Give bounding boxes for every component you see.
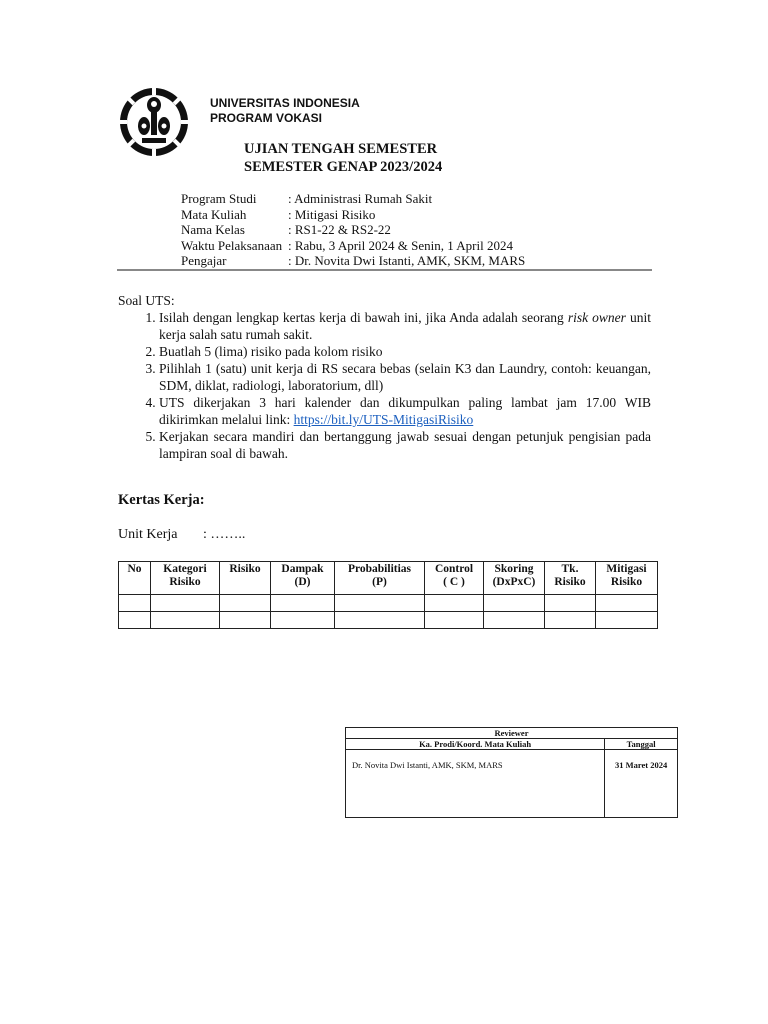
- reviewer-date-header: Tanggal: [605, 739, 678, 750]
- question-text: Isilah dengan lengkap kertas kerja di bawah ini, jika Anda adalah seorang: [159, 310, 568, 325]
- table-cell: [335, 612, 425, 629]
- column-header: Dampak (D): [271, 562, 335, 595]
- header-divider: [117, 269, 652, 271]
- table-cell: [335, 595, 425, 612]
- university-name: UNIVERSITAS INDONESIA: [210, 96, 360, 110]
- column-header: Probabilitias (P): [335, 562, 425, 595]
- reviewer-name: Dr. Novita Dwi Istanti, AMK, SKM, MARS: [346, 750, 605, 818]
- table-cell: [425, 612, 484, 629]
- info-value: : Rabu, 3 April 2024 & Senin, 1 April 2024: [288, 237, 513, 253]
- table-cell: [220, 612, 271, 629]
- question-text: UTS dikerjakan 3 hari kalender dan dikumpulkan paling lambat jam 17.00 WIB dikirimkan melalui link:: [159, 395, 651, 427]
- reviewer-role-header: Ka. Prodi/Koord. Mata Kuliah: [346, 739, 605, 750]
- question-list: [118, 309, 651, 462]
- table-cell: [119, 612, 151, 629]
- unit-kerja-line: [118, 527, 245, 543]
- info-label: Pengajar: [181, 253, 227, 268]
- questions-heading: Soal UTS:: [118, 293, 175, 308]
- question-item: 5. Kerjakan secara mandiri dan bertanggung jawab sesuai dengan petunjuk pengisian pada lampiran soal di bawah.: [159, 428, 651, 462]
- table-cell: [271, 595, 335, 612]
- table-cell: [484, 595, 545, 612]
- question-item: 2. Buatlah 5 (lima) risiko pada kolom risiko: [159, 343, 651, 360]
- question-item: [159, 394, 651, 428]
- column-header: Mitigasi Risiko: [596, 562, 658, 595]
- column-header: Kategori Risiko: [151, 562, 220, 595]
- info-label: Mata Kuliah: [181, 206, 247, 222]
- worksheet-header-row: [119, 562, 658, 595]
- institution-header: [210, 96, 360, 126]
- question-item: [159, 309, 651, 343]
- info-value: : RS1-22 & RS2-22: [288, 222, 391, 237]
- table-cell: [425, 595, 484, 612]
- exam-info-table: [181, 191, 525, 269]
- question-emphasis: risk owner: [567, 310, 626, 325]
- table-cell: [484, 612, 545, 629]
- worksheet-heading: Kertas Kerja:: [118, 492, 205, 508]
- column-header: Skoring (DxPxC): [484, 562, 545, 595]
- table-cell: [220, 595, 271, 612]
- column-header: No: [119, 562, 151, 595]
- table-cell: [271, 612, 335, 629]
- info-row: [181, 238, 525, 254]
- exam-semester: SEMESTER GENAP 2023/2024: [244, 159, 443, 175]
- info-label: Waktu Pelaksanaan: [181, 237, 283, 253]
- reviewer-header-row: [346, 739, 678, 750]
- reviewer-title: Reviewer: [346, 728, 678, 739]
- info-value: : Dr. Novita Dwi Istanti, AMK, SKM, MARS: [288, 253, 526, 268]
- table-row: [119, 612, 658, 629]
- column-header: Risiko: [220, 562, 271, 595]
- exam-questions: [118, 292, 651, 462]
- info-value: : Mitigasi Risiko: [288, 206, 376, 222]
- unit-kerja-label: Unit Kerja: [118, 527, 178, 542]
- exam-title: UJIAN TENGAH SEMESTER: [244, 141, 438, 157]
- table-cell: [151, 595, 220, 612]
- info-row: [181, 222, 525, 238]
- worksheet-table: [118, 561, 658, 629]
- table-cell: [151, 612, 220, 629]
- table-cell: [596, 612, 658, 629]
- table-cell: [545, 595, 596, 612]
- info-label: Program Studi: [181, 191, 257, 206]
- exam-title-block: [244, 140, 442, 176]
- table-cell: [119, 595, 151, 612]
- info-row: [181, 207, 525, 223]
- column-header: Tk. Risiko: [545, 562, 596, 595]
- info-value: : Administrasi Rumah Sakit: [288, 191, 433, 206]
- submission-link[interactable]: https://bit.ly/UTS-MitigasiRisiko: [293, 412, 474, 427]
- question-item: 3. Pilihlah 1 (satu) unit kerja di RS secara bebas (selain K3 dan Laundry, contoh: keuangan, SDM, diklat, radiologi, laboratorium, dll): [159, 360, 651, 394]
- university-emblem-icon: [118, 86, 190, 158]
- table-row: [119, 595, 658, 612]
- reviewer-row: [346, 750, 678, 818]
- unit-kerja-value: : ……..: [202, 527, 246, 542]
- info-row: [181, 191, 525, 207]
- info-label: Nama Kelas: [181, 222, 245, 237]
- question-text: unit kerja salah satu rumah sakit.: [159, 310, 651, 342]
- reviewer-table: [345, 727, 678, 818]
- table-cell: [545, 612, 596, 629]
- table-cell: [596, 595, 658, 612]
- column-header: Control ( C ): [425, 562, 484, 595]
- reviewer-title-row: [346, 728, 678, 739]
- info-row: [181, 253, 525, 269]
- program-name: PROGRAM VOKASI: [210, 111, 323, 125]
- reviewer-date: 31 Maret 2024: [605, 750, 678, 818]
